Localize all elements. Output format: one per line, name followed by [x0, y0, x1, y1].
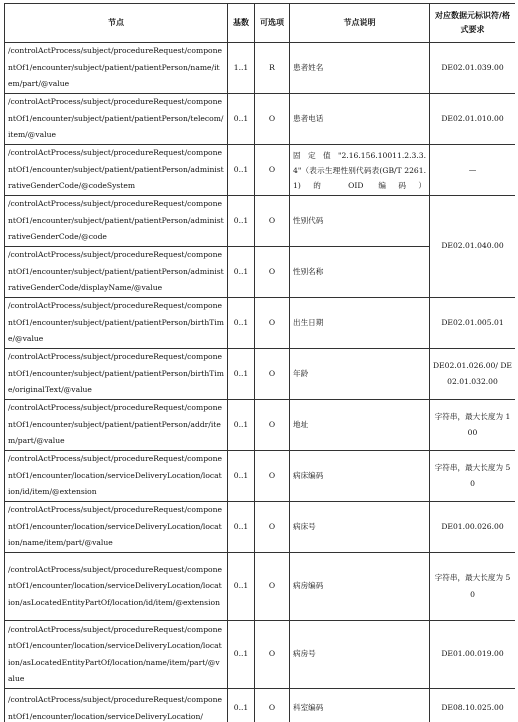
cardinality-cell: 0..1: [228, 451, 255, 502]
cardinality-cell: 0..1: [228, 689, 255, 722]
node-path-cell: /controlActProcess/subject/procedureRequest/componentOf1/encounter/subject/patient/patientPerson/name/item/part/@value: [5, 43, 228, 94]
element-cell: 字符串，最大长度为 50: [430, 451, 516, 502]
optional-cell: O: [255, 298, 290, 349]
cardinality-cell: 0..1: [228, 145, 255, 196]
element-cell: —: [430, 145, 516, 196]
optional-cell: R: [255, 43, 290, 94]
table-row: [5, 502, 516, 553]
cardinality-cell: 0..1: [228, 400, 255, 451]
optional-cell: O: [255, 689, 290, 722]
node-path-cell: /controlActProcess/subject/procedureRequest/componentOf1/encounter/subject/patient/patientPerson/administrativeGenderCode/@codeSystem: [5, 145, 228, 196]
node-path-cell: /controlActProcess/subject/procedureRequest/componentOf1/encounter/subject/patient/patientPerson/birthTime/@value: [5, 298, 228, 349]
element-cell: DE08.10.025.00: [430, 689, 516, 722]
optional-cell: O: [255, 247, 290, 298]
optional-cell: O: [255, 553, 290, 621]
table-row: [5, 145, 516, 196]
node-spec-table: [4, 3, 515, 722]
optional-cell: O: [255, 400, 290, 451]
table-row: [5, 94, 516, 145]
description-cell: 固定值"2.16.156.10011.2.3.3.4"（表示生理性别代码表(GB/T 2261.1)的 OID 编码）: [290, 145, 430, 196]
element-cell: DE01.00.026.00: [430, 502, 516, 553]
table-row: [5, 349, 516, 400]
header-description: 节点说明: [290, 4, 430, 43]
element-cell: DE01.00.019.00: [430, 621, 516, 689]
optional-cell: O: [255, 196, 290, 247]
cardinality-cell: 0..1: [228, 502, 255, 553]
header-element: 对应数据元标识符/格式要求: [430, 4, 516, 43]
optional-cell: O: [255, 502, 290, 553]
header-cardinality: 基数: [228, 4, 255, 43]
description-cell: 病房编码: [290, 553, 430, 621]
node-path-cell: /controlActProcess/subject/procedureRequest/componentOf1/encounter/subject/patient/patientPerson/birthTime/originalText/@value: [5, 349, 228, 400]
table-row: [5, 400, 516, 451]
element-cell: DE02.01.010.00: [430, 94, 516, 145]
description-cell: 病房号: [290, 621, 430, 689]
table-row: [5, 621, 516, 689]
description-cell: 性别代码: [290, 196, 430, 247]
cardinality-cell: 0..1: [228, 349, 255, 400]
node-path-cell: /controlActProcess/subject/procedureRequest/componentOf1/encounter/location/serviceDeliveryLocation/location/id/item/@extension: [5, 451, 228, 502]
table-row: [5, 689, 516, 722]
cardinality-cell: 0..1: [228, 247, 255, 298]
description-cell: 地址: [290, 400, 430, 451]
document-page: [4, 3, 515, 722]
cardinality-cell: 0..1: [228, 94, 255, 145]
optional-cell: O: [255, 145, 290, 196]
cardinality-cell: 1..1: [228, 43, 255, 94]
header-optional: 可选项: [255, 4, 290, 43]
description-cell: 年龄: [290, 349, 430, 400]
node-path-cell: /controlActProcess/subject/procedureRequest/componentOf1/encounter/location/serviceDeliveryLocation/location/name/item/part/@value: [5, 502, 228, 553]
table-row: [5, 553, 516, 621]
cardinality-cell: 0..1: [228, 621, 255, 689]
description-cell: 病床号: [290, 502, 430, 553]
node-path-cell: /controlActProcess/subject/procedureRequest/componentOf1/encounter/subject/patient/patientPerson/telecom/item/@value: [5, 94, 228, 145]
cardinality-cell: 0..1: [228, 553, 255, 621]
cardinality-cell: 0..1: [228, 196, 255, 247]
table-header-row: [5, 4, 516, 43]
element-cell: DE02.01.040.00: [430, 196, 516, 298]
optional-cell: O: [255, 94, 290, 145]
node-path-cell: /controlActProcess/subject/procedureRequest/componentOf1/encounter/location/serviceDeliveryLocation/location/asLocatedEntityPartOf/location/id/item/@extension: [5, 553, 228, 621]
description-cell: 科室编码: [290, 689, 430, 722]
node-path-cell: /controlActProcess/subject/procedureRequest/componentOf1/encounter/location/serviceDeliveryLocation/location/asLocatedEntityPartOf/location/name/item/part/@value: [5, 621, 228, 689]
node-path-cell: /controlActProcess/subject/procedureRequest/componentOf1/encounter/location/serviceDeliveryLocation/: [5, 689, 228, 722]
element-cell: DE02.01.039.00: [430, 43, 516, 94]
optional-cell: O: [255, 349, 290, 400]
element-cell: DE02.01.026.00/ DE02.01.032.00: [430, 349, 516, 400]
table-row: [5, 298, 516, 349]
element-cell: 字符串，最大长度为 50: [430, 553, 516, 621]
table-row: [5, 451, 516, 502]
cardinality-cell: 0..1: [228, 298, 255, 349]
node-path-cell: /controlActProcess/subject/procedureRequest/componentOf1/encounter/subject/patient/patientPerson/administrativeGenderCode/displayName/@value: [5, 247, 228, 298]
table-row: [5, 196, 516, 247]
optional-cell: O: [255, 621, 290, 689]
node-path-cell: /controlActProcess/subject/procedureRequest/componentOf1/encounter/subject/patient/patientPerson/administrativeGenderCode/@code: [5, 196, 228, 247]
header-node: 节点: [5, 4, 228, 43]
description-cell: 性别名称: [290, 247, 430, 298]
element-cell: DE02.01.005.01: [430, 298, 516, 349]
description-cell: 病床编码: [290, 451, 430, 502]
optional-cell: O: [255, 451, 290, 502]
description-cell: 出生日期: [290, 298, 430, 349]
node-path-cell: /controlActProcess/subject/procedureRequest/componentOf1/encounter/subject/patient/patientPerson/addr/item/part/@value: [5, 400, 228, 451]
description-cell: 患者电话: [290, 94, 430, 145]
table-row: [5, 43, 516, 94]
element-cell: 字符串，最大长度为 100: [430, 400, 516, 451]
description-cell: 患者姓名: [290, 43, 430, 94]
